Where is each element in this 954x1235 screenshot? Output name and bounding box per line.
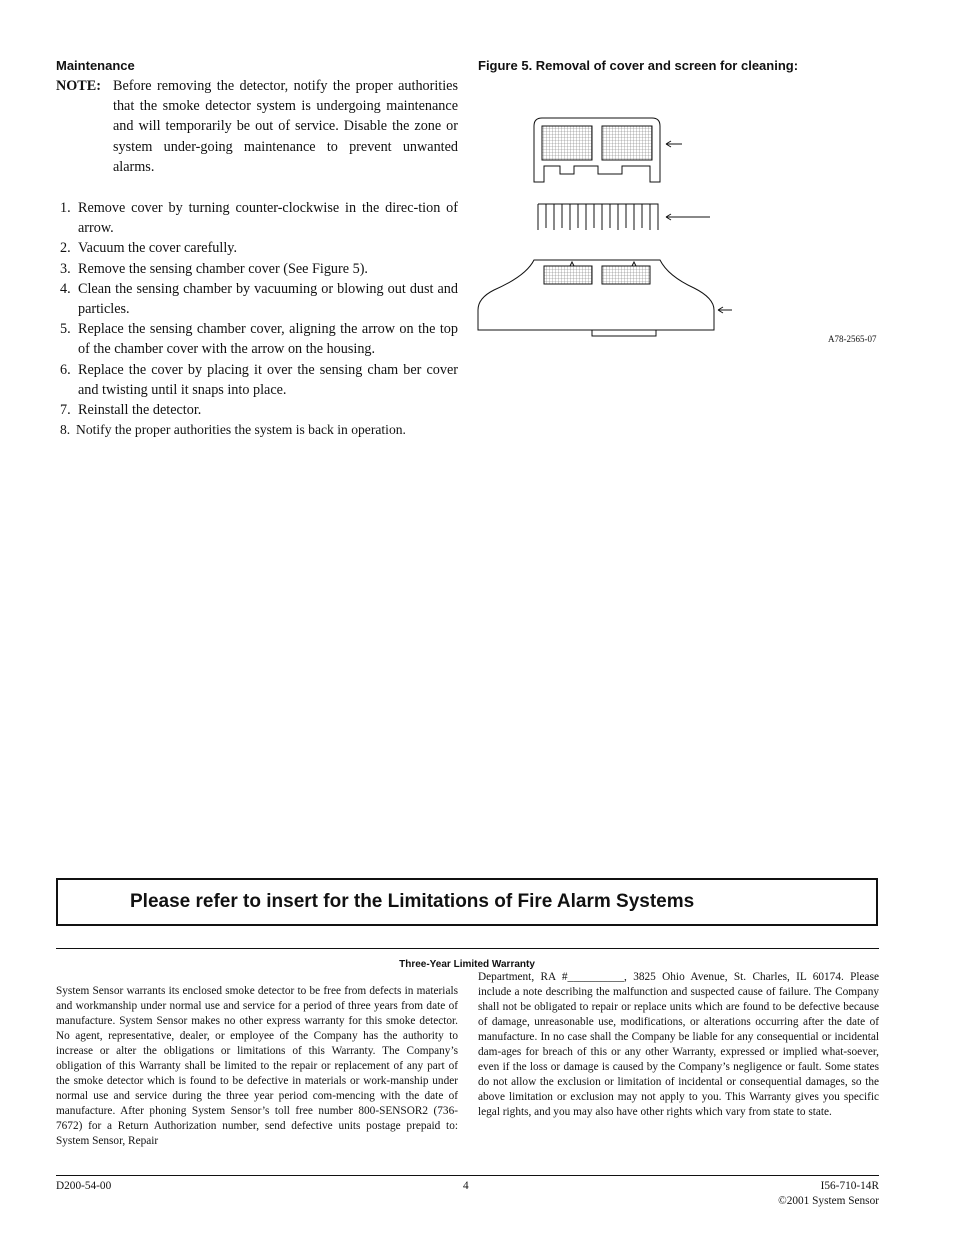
step-number: 2. [60, 240, 71, 257]
step-item [56, 198, 458, 238]
footer-form-number: I56-710-14R [820, 1180, 879, 1192]
footer-doc-number: D200-54-00 [56, 1180, 112, 1192]
page-number: 4 [463, 1180, 469, 1192]
step-number: 1. [60, 200, 71, 216]
step-text: Clean the sensing chamber by vacuuming or blowing out dust and particles. [78, 280, 458, 318]
maintenance-heading: Maintenance [56, 58, 135, 73]
detector-exploded-diagram [474, 110, 734, 342]
step-item [56, 238, 458, 258]
step-text: Remove cover by turning counter-clockwise in the direc-tion of arrow. [78, 200, 458, 237]
figure-caption: Figure 5. Removal of cover and screen for cleaning: [478, 58, 799, 73]
footer-copyright: ©2001 System Sensor [778, 1195, 879, 1207]
step-number: 3. [60, 260, 71, 277]
warranty-text-right: Department, RA #__________, 3825 Ohio Avenue, St. Charles, IL 60174. Please include a note describing the malfunction and suspected cause of failure. The Company shall not be obligated to repair or replace units which are found to be defective because of damage, unreasonable use, modifications, or alterations occurring after the date of manufacture. In no case shall the Company be liable for any consequential or incidental dam-ages for breach of this or any other Warranty, expressed or implied what-soever, even if the loss or damage is caused by the Company’s negligence or fault. Some states do not allow the exclusion or limitation of incidental or consequential damages, so the above limitation or exclusion may not apply to you. This Warranty gives you specific legal rights, and you may also have other rights which vary from state to state. [478, 971, 879, 1118]
warranty-text-left: System Sensor warrants its enclosed smoke detector to be free from defects in materials and workmanship under normal use and service for a period of three years from date of manufacture. System Sensor makes no other express warranty for this smoke detector. No agent, representative, dealer, or employee of the Company has the authority to increase or alter the obligations or limitations of this Warranty. The Company’s obligation of this Warranty shall be limited to the repair or replacement of any part of the smoke detector which is found to be defective in materials or work-manship under normal use and service during the three year period com-mencing with the date of manufacture. After phoning System Sensor’s toll free number 800-SENSOR2 (736-7672) for a Return Authorization number, send defective units postage prepaid to: System Sensor, Repair [56, 985, 458, 1147]
screen-arrow [666, 214, 710, 220]
step-number: 8. [60, 422, 71, 438]
step-item [56, 400, 458, 420]
insect-screen [538, 204, 658, 230]
detector-cover [534, 118, 660, 182]
limitations-notice-text: Please refer to insert for the Limitations of Fire Alarm Systems [130, 891, 695, 912]
step-item [56, 279, 458, 319]
cover-arrow [666, 141, 682, 147]
figure-code: A78-2565-07 [828, 334, 877, 344]
step-number: 6. [60, 361, 71, 378]
step-item [56, 319, 458, 359]
step-text: Replace the sensing chamber cover, aligning the arrow on the top of the chamber cover with the arrow on the housing. [78, 321, 458, 358]
step-item [56, 259, 458, 279]
warranty-divider [56, 948, 879, 949]
maintenance-steps [56, 198, 458, 440]
step-number: 4. [60, 280, 71, 297]
step-number: 7. [60, 402, 71, 419]
footer-right [778, 1179, 879, 1209]
step-number: 5. [60, 321, 71, 338]
step-text: Replace the cover by placing it over the sensing cham ber cover and twisting until it snaps into place. [78, 361, 458, 398]
step-text: Notify the proper authorities the system is back in operation. [76, 422, 406, 438]
warranty-title: Three-Year Limited Warranty [399, 959, 535, 970]
step-item [56, 420, 458, 440]
housing-arrow [718, 307, 732, 313]
step-item [56, 360, 458, 400]
footer-divider [56, 1175, 879, 1176]
note-text: Before removing the detector, notify the proper authorities that the smoke detector system is undergoing maintenance and will temporarily be out of service. Disable the zone or system under-going maintenance to prevent unwanted alarms. [113, 78, 458, 175]
step-text: Vacuum the cover carefully. [78, 240, 238, 257]
limitations-notice-box [56, 878, 878, 926]
step-text: Remove the sensing chamber cover (See Figure 5). [78, 260, 368, 277]
detector-housing [478, 260, 714, 336]
step-text: Reinstall the detector. [78, 402, 202, 419]
note-label: NOTE: [56, 78, 101, 94]
